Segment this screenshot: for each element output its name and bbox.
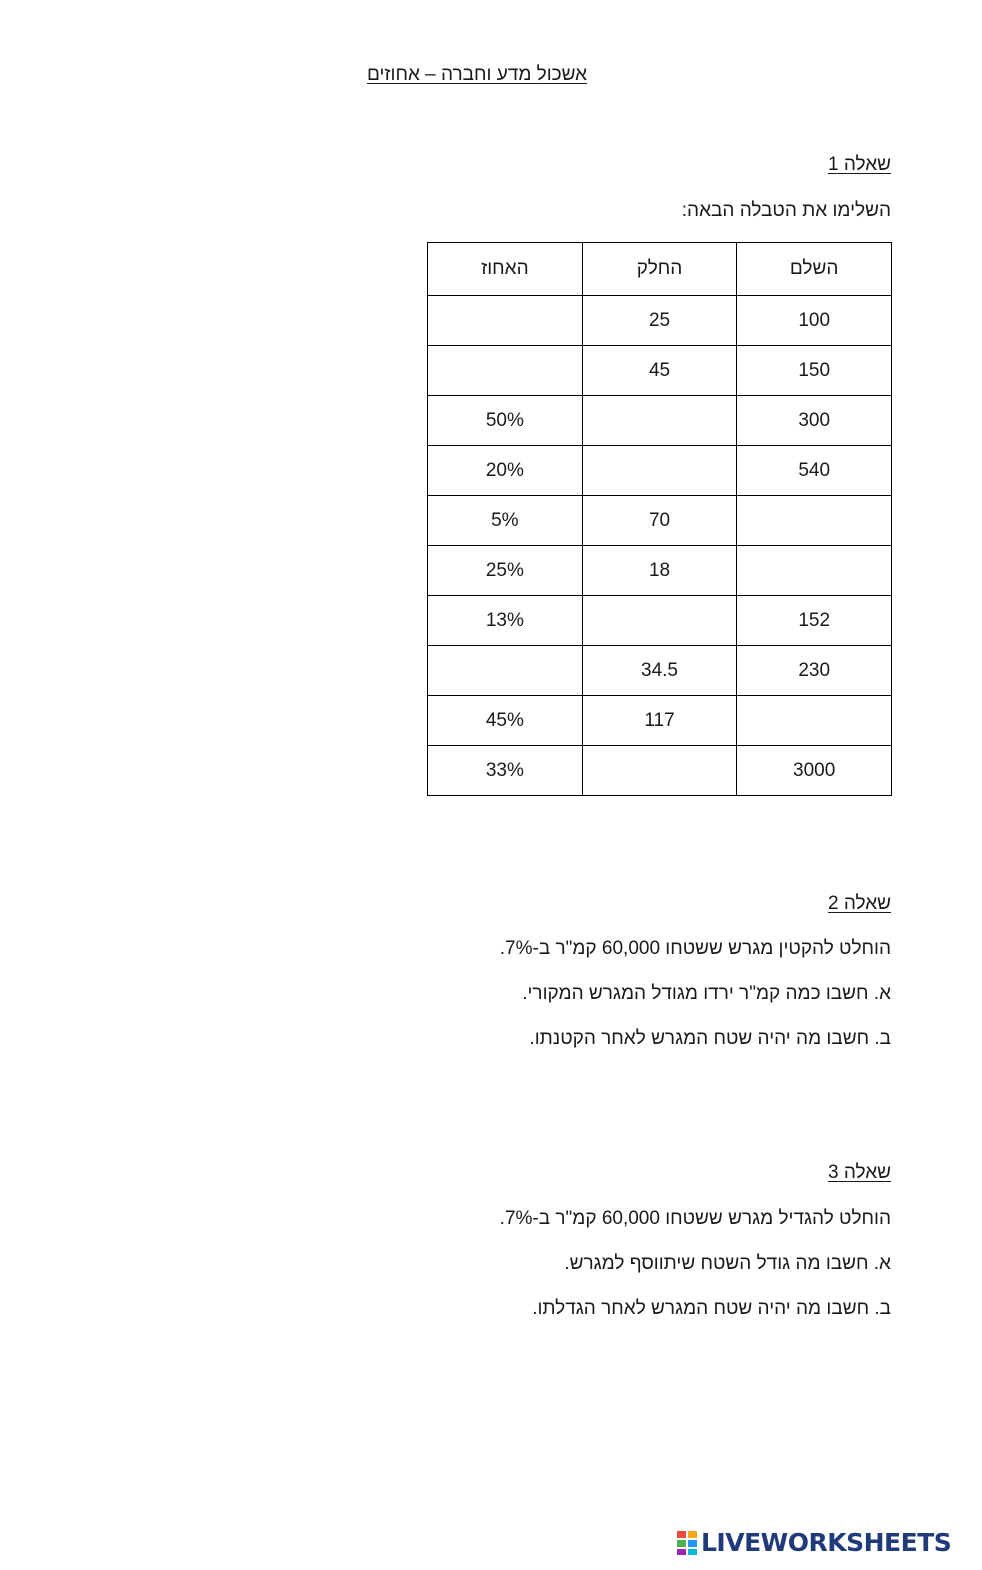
question-3-part-a: א. חשבו מה גודל השטח שיתווסף למגרש. bbox=[564, 1253, 891, 1274]
document-title: אשכול מדע וחברה – אחוזים bbox=[366, 64, 588, 85]
cell-percent: 33% bbox=[428, 746, 583, 796]
table-row bbox=[428, 696, 892, 746]
table-row bbox=[428, 746, 892, 796]
logo-block bbox=[688, 1531, 697, 1538]
logo-block bbox=[677, 1540, 686, 1547]
header-whole: השלם bbox=[737, 243, 892, 296]
cell-whole: 300 bbox=[737, 396, 892, 446]
cell-whole: 152 bbox=[737, 596, 892, 646]
cell-part: 25 bbox=[582, 296, 737, 346]
question-1-heading: שאלה 1 bbox=[827, 154, 891, 175]
header-part: החלק bbox=[582, 243, 737, 296]
cell-part[interactable] bbox=[582, 396, 737, 446]
question-3-text: הוחלט להגדיל מגרש ששטחו 60,000 קמ"ר ב-7%. bbox=[499, 1208, 891, 1229]
liveworksheets-logo-icon bbox=[676, 1530, 698, 1556]
question-2-part-a: א. חשבו כמה קמ"ר ירדו מגודל המגרש המקורי. bbox=[522, 983, 891, 1004]
cell-whole[interactable] bbox=[737, 696, 892, 746]
brand-name: LIVEWORKSHEETS bbox=[701, 1528, 952, 1557]
cell-part: 70 bbox=[582, 496, 737, 546]
cell-part: 18 bbox=[582, 546, 737, 596]
percentages-table bbox=[427, 242, 892, 796]
question-2-part-b: ב. חשבו מה יהיה שטח המגרש לאחר הקטנתו. bbox=[529, 1028, 891, 1049]
question-2-heading: שאלה 2 bbox=[827, 893, 891, 914]
cell-percent: 13% bbox=[428, 596, 583, 646]
table-row bbox=[428, 546, 892, 596]
cell-percent: 50% bbox=[428, 396, 583, 446]
logo-block bbox=[688, 1540, 697, 1547]
cell-whole: 540 bbox=[737, 446, 892, 496]
table-row bbox=[428, 496, 892, 546]
question-3-part-b: ב. חשבו מה יהיה שטח המגרש לאחר הגדלתו. bbox=[532, 1298, 891, 1319]
table-row bbox=[428, 396, 892, 446]
cell-whole[interactable] bbox=[737, 546, 892, 596]
table-row bbox=[428, 596, 892, 646]
cell-part[interactable] bbox=[582, 596, 737, 646]
question-1-instruction: השלימו את הטבלה הבאה: bbox=[681, 200, 891, 221]
table-row bbox=[428, 296, 892, 346]
cell-percent: 5% bbox=[428, 496, 583, 546]
cell-whole: 3000 bbox=[737, 746, 892, 796]
liveworksheets-brand[interactable] bbox=[676, 1528, 951, 1557]
cell-whole: 150 bbox=[737, 346, 892, 396]
cell-part: 45 bbox=[582, 346, 737, 396]
question-3-heading: שאלה 3 bbox=[827, 1162, 891, 1183]
cell-percent: 20% bbox=[428, 446, 583, 496]
cell-part: 117 bbox=[582, 696, 737, 746]
cell-whole[interactable] bbox=[737, 496, 892, 546]
cell-part[interactable] bbox=[582, 746, 737, 796]
cell-percent[interactable] bbox=[428, 296, 583, 346]
logo-block bbox=[688, 1549, 697, 1555]
cell-percent: 25% bbox=[428, 546, 583, 596]
cell-whole: 100 bbox=[737, 296, 892, 346]
logo-block bbox=[677, 1531, 686, 1538]
logo-block bbox=[677, 1549, 686, 1555]
cell-whole: 230 bbox=[737, 646, 892, 696]
question-2-text: הוחלט להקטין מגרש ששטחו 60,000 קמ"ר ב-7%. bbox=[499, 938, 891, 959]
cell-percent: 45% bbox=[428, 696, 583, 746]
table-row bbox=[428, 646, 892, 696]
table-row bbox=[428, 346, 892, 396]
table-row bbox=[428, 446, 892, 496]
cell-part: 34.5 bbox=[582, 646, 737, 696]
cell-percent[interactable] bbox=[428, 646, 583, 696]
cell-percent[interactable] bbox=[428, 346, 583, 396]
header-percent: האחוז bbox=[428, 243, 583, 296]
table-header-row bbox=[428, 243, 892, 296]
cell-part[interactable] bbox=[582, 446, 737, 496]
